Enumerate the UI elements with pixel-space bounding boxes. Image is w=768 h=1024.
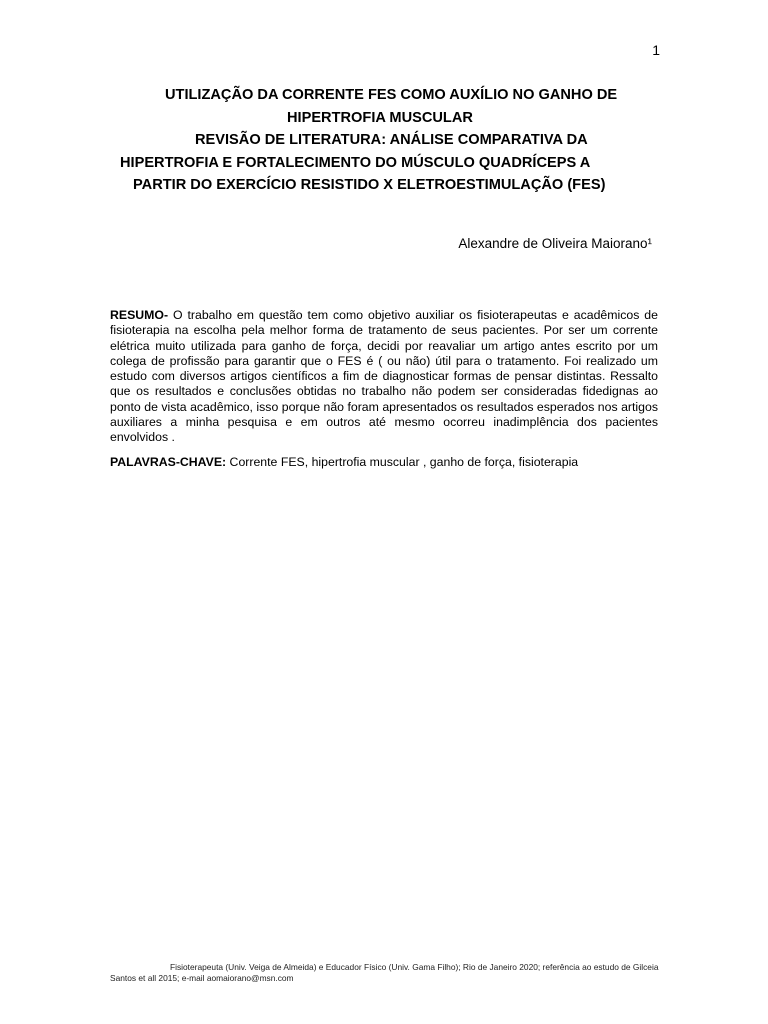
title-line: HIPERTROFIA MUSCULAR: [287, 109, 473, 126]
author-name: Alexandre de Oliveira Maiorano¹: [458, 236, 652, 251]
footnote-text: Fisioterapeuta (Univ. Veiga de Almeida) e Educador Físico (Univ. Gama Filho); Rio de Janeiro 2020; referência ao estudo de Gilceia Santos et all 2015; e-mail aomaiorano@msn.com: [110, 962, 659, 983]
subtitle-line: REVISÃO DE LITERATURA: ANÁLISE COMPARATIVA DA: [195, 132, 588, 148]
keywords-label: PALAVRAS-CHAVE:: [110, 455, 227, 469]
abstract-label: RESUMO-: [110, 308, 169, 322]
abstract-paragraph: [110, 308, 658, 446]
subtitle-line: HIPERTROFIA E FORTALECIMENTO DO MÚSCULO QUADRÍCEPS A: [120, 154, 591, 171]
document-title: [110, 84, 666, 197]
keywords-text: Corrente FES, hipertrofia muscular , ganho de força, fisioterapia: [226, 455, 579, 469]
footnote: [110, 962, 660, 983]
keywords-paragraph: [110, 455, 658, 470]
abstract-text: O trabalho em questão tem como objetivo auxiliar os fisioterapeutas e acadêmicos de fisioterapia na escolha pela melhor forma de tratamento de seus pacientes. Por ser um corrente elétrica muito utilizada para ganho de força, decidi por reavaliar um artigo antes escrito por um colega de profissão para garantir que o FES é ( ou não) útil para o tratamento. Foi realizado um estudo com diversos artigos científicos a fim de diagnosticar formas de pensar distintas. Ressalto que os resultados e conclusões obtidas no trabalho não podem ser consideradas fidedignas ao ponto de vista acadêmico, isso porque não foram apresentados os resultados esperados nos artigos auxiliares a minha pesquisa e em outros até mesmo ocorreu inadimplência dos pacientes envolvidos .: [110, 308, 658, 445]
subtitle-line: PARTIR DO EXERCÍCIO RESISTIDO X ELETROESTIMULAÇÃO (FES): [133, 177, 606, 193]
title-line: UTILIZAÇÃO DA CORRENTE FES COMO AUXÍLIO NO GANHO DE: [165, 87, 618, 103]
page-number: 1: [652, 42, 660, 58]
